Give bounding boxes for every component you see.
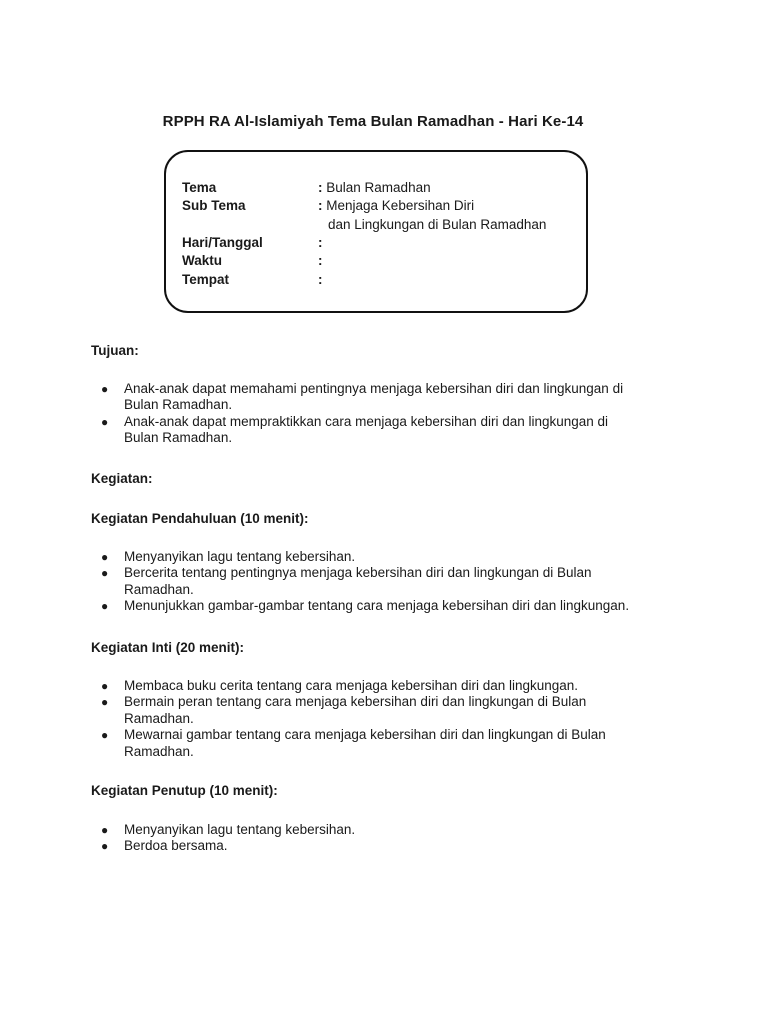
list-item-text: Anak-anak dapat memahami pentingnya menjaga kebersihan diri dan lingkungan di [124,381,624,396]
tujuan-heading: Tujuan: [91,343,139,358]
inti-heading: Kegiatan Inti (20 menit): [91,640,245,655]
list-item-text: Bermain peran tentang cara menjaga kebersihan diri dan lingkungan di Bulan [124,694,587,710]
list-item-text: Ramadhan. [124,743,194,759]
info-box [164,150,588,313]
list-item-text: Ramadhan. [124,581,194,597]
subtema-value-line1: Menjaga Kebersihan Diri [326,198,475,213]
kegiatan-heading: Kegiatan: [91,471,153,486]
subtema-colon: : [318,198,323,213]
list-item [91,414,671,447]
bullet-icon: ● [101,823,109,837]
bullet-icon: ● [101,566,109,581]
bullet-icon: ● [101,599,109,614]
list-item [91,565,671,598]
list-item-text: Menyanyikan lagu tentang kebersihan. [124,549,356,564]
list-item-text: Bulan Ramadhan. [124,397,233,413]
list-item-text: Anak-anak dapat mempraktikkan cara menjaga kebersihan diri dan lingkungan di [124,413,609,429]
bullet-icon: ● [101,382,109,396]
list-item [91,694,671,727]
info-row-subtema [182,197,474,215]
list-item-text: Ramadhan. [124,710,194,726]
hari-colon: : [318,235,323,250]
pendahuluan-list [91,549,671,615]
info-row-waktu [182,252,323,270]
bullet-icon: ● [101,550,109,564]
bullet-icon: ● [101,728,109,743]
penutup-heading: Kegiatan Penutup (10 menit): [91,783,278,798]
tema-colon: : [318,180,323,195]
subtema-value-line2: dan Lingkungan di Bulan Ramadhan [328,217,547,232]
bullet-icon: ● [101,679,109,693]
list-item [91,598,671,614]
list-item-text: Bercerita tentang pentingnya menjaga kebersihan diri dan lingkungan di Bulan [124,565,592,581]
list-item [91,678,671,694]
penutup-list [91,822,671,855]
list-item [91,822,671,838]
info-row-hari [182,234,323,252]
list-item [91,549,671,565]
inti-list [91,678,671,760]
subtema-label: Sub Tema [182,198,246,213]
list-item-text: Bulan Ramadhan. [124,430,233,446]
list-item-text: Menyanyikan lagu tentang kebersihan. [124,822,356,837]
tempat-label: Tempat [182,272,230,287]
tujuan-list [91,381,671,447]
bullet-icon: ● [101,414,109,429]
bullet-icon: ● [101,695,109,710]
list-item [91,838,671,854]
tempat-colon: : [318,272,323,287]
list-item-text: Menunjukkan gambar-gambar tentang cara menjaga kebersihan diri dan lingkungan. [124,598,630,614]
list-item-text: Berdoa bersama. [124,838,228,854]
list-item [91,381,671,414]
document-title: RPPH RA Al-Islamiyah Tema Bulan Ramadhan - Hari Ke-14 [162,113,584,130]
info-row-tempat [182,271,323,289]
pendahuluan-heading: Kegiatan Pendahuluan (10 menit): [91,511,309,526]
waktu-label: Waktu [182,253,222,268]
list-item-text: Mewarnai gambar tentang cara menjaga kebersihan diri dan lingkungan di Bulan [124,727,606,743]
tema-label: Tema [182,180,217,195]
tema-value: Bulan Ramadhan [326,180,431,195]
info-row-tema [182,179,431,197]
bullet-icon: ● [101,839,109,854]
list-item [91,727,671,760]
hari-label: Hari/Tanggal [182,235,263,250]
waktu-colon: : [318,253,323,268]
list-item-text: Membaca buku cerita tentang cara menjaga kebersihan diri dan lingkungan. [124,678,579,693]
